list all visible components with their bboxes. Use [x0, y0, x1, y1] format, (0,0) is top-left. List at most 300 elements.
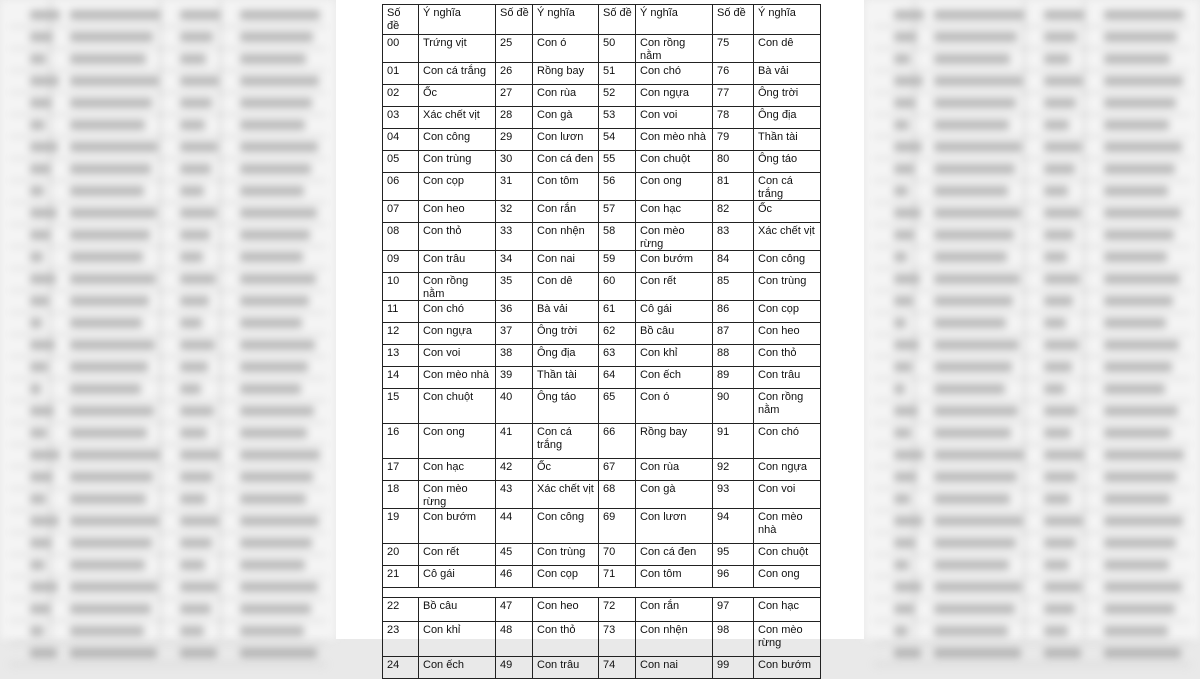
blurred-text: [934, 230, 1014, 240]
number-cell: 48: [496, 622, 533, 657]
blurred-text: [934, 120, 1009, 130]
blurred-text: [70, 142, 158, 152]
blurred-text: [180, 318, 202, 328]
blurred-text: [30, 450, 60, 460]
blurred-text: [894, 582, 922, 592]
blurred-text: [180, 340, 215, 350]
blurred-text: [240, 164, 311, 174]
blurred-text: [894, 76, 923, 86]
blurred-text: [180, 538, 212, 548]
blurred-text: [934, 296, 1013, 306]
meaning-cell: Con chuột: [754, 544, 821, 566]
blurred-text: [70, 472, 153, 482]
meaning-cell: Rồng bay: [636, 424, 713, 459]
blurred-text: [1104, 230, 1174, 240]
blurred-text: [240, 494, 306, 504]
blurred-text: [70, 252, 143, 262]
blurred-text: [1104, 296, 1173, 306]
blurred-text: [1044, 538, 1076, 548]
blurred-row: [10, 50, 326, 71]
blurred-row: [874, 600, 1190, 621]
blurred-text: [894, 230, 914, 240]
number-cell: 15: [383, 389, 419, 424]
blurred-text: [1044, 626, 1068, 636]
blurred-text: [1044, 54, 1070, 64]
number-cell: 32: [496, 201, 533, 223]
blurred-text: [180, 494, 206, 504]
number-cell: 66: [599, 424, 636, 459]
number-cell: 18: [383, 481, 419, 509]
number-cell: 29: [496, 129, 533, 151]
blurred-text: [180, 406, 214, 416]
blurred-text: [1044, 604, 1075, 614]
number-cell: 21: [383, 566, 419, 588]
blurred-row: [874, 248, 1190, 269]
blurred-text: [240, 98, 312, 108]
blurred-text: [894, 296, 913, 306]
blurred-text: [70, 230, 150, 240]
blurred-text: [70, 164, 151, 174]
blurred-row: [874, 402, 1190, 423]
blurred-row: [10, 116, 326, 137]
blurred-text: [30, 76, 59, 86]
number-cell: 10: [383, 273, 419, 301]
table-row: [383, 657, 821, 679]
blurred-text: [240, 560, 305, 570]
number-cell: 56: [599, 173, 636, 201]
meaning-cell: Con chuột: [636, 151, 713, 173]
blurred-text: [240, 120, 305, 130]
meaning-cell: Con heo: [754, 323, 821, 345]
blurred-text: [240, 186, 304, 196]
table-row: [383, 251, 821, 273]
lottery-meaning-table: [382, 4, 821, 679]
blurred-text: [30, 318, 42, 328]
blurred-text: [1044, 120, 1069, 130]
blurred-text: [70, 76, 159, 86]
meaning-cell: Con lươn: [636, 509, 713, 544]
meaning-cell: Con dê: [533, 273, 599, 301]
blurred-row: [874, 358, 1190, 379]
meaning-cell: Con cá trắng: [419, 63, 496, 85]
blurred-row: [10, 28, 326, 49]
blurred-text: [1104, 604, 1175, 614]
blurred-text: [180, 560, 205, 570]
meaning-cell: Con mèo nhà: [419, 367, 496, 389]
number-cell: 63: [599, 345, 636, 367]
blurred-text: [70, 516, 159, 526]
number-cell: 74: [599, 657, 636, 679]
blurred-text: [1104, 98, 1176, 108]
blurred-text: [240, 142, 318, 152]
blurred-text: [30, 626, 44, 636]
meaning-cell: Ý nghĩa: [533, 5, 599, 35]
meaning-cell: Con ong: [636, 173, 713, 201]
blurred-text: [240, 450, 320, 460]
meaning-cell: Con mèo rừng: [754, 622, 821, 657]
blurred-text: [70, 186, 144, 196]
meaning-cell: Con rết: [419, 544, 496, 566]
number-cell: 85: [713, 273, 754, 301]
table-row: [383, 566, 821, 588]
blurred-row: [874, 424, 1190, 445]
blurred-text: [70, 362, 148, 372]
blurred-text: [894, 164, 915, 174]
number-cell: Số đề: [383, 5, 419, 35]
number-cell: 40: [496, 389, 533, 424]
blurred-text: [240, 604, 311, 614]
blurred-text: [1104, 450, 1184, 460]
number-cell: 28: [496, 107, 533, 129]
blurred-text: [1104, 384, 1165, 394]
blurred-text: [30, 142, 58, 152]
blurred-text: [30, 604, 51, 614]
blurred-row: [10, 512, 326, 533]
blurred-text: [894, 648, 921, 658]
blurred-row: [874, 292, 1190, 313]
blurred-text: [180, 32, 213, 42]
blurred-text: [180, 274, 216, 284]
meaning-cell: Ý nghĩa: [419, 5, 496, 35]
document-page: [336, 0, 864, 671]
number-cell: 58: [599, 223, 636, 251]
meaning-cell: Ý nghĩa: [754, 5, 821, 35]
meaning-cell: Con chó: [754, 424, 821, 459]
number-cell: 27: [496, 85, 533, 107]
blurred-text: [30, 494, 46, 504]
blurred-text: [894, 560, 909, 570]
blurred-text: [1044, 384, 1065, 394]
blurred-gridline: [1024, 0, 1025, 639]
meaning-cell: Con ong: [419, 424, 496, 459]
blurred-text: [70, 604, 151, 614]
blurred-text: [70, 274, 156, 284]
number-cell: 99: [713, 657, 754, 679]
number-cell: 20: [383, 544, 419, 566]
blurred-text: [1104, 516, 1183, 526]
blurred-text: [934, 560, 1009, 570]
blurred-text: [1104, 494, 1170, 504]
number-cell: Số đề: [496, 5, 533, 35]
blurred-row: [10, 622, 326, 643]
blurred-text: [1104, 208, 1181, 218]
blurred-text: [30, 98, 52, 108]
number-cell: 93: [713, 481, 754, 509]
number-cell: 41: [496, 424, 533, 459]
meaning-cell: Con rắn: [533, 201, 599, 223]
blurred-text: [894, 516, 923, 526]
blurred-text: [240, 274, 316, 284]
blurred-text: [70, 54, 146, 64]
number-cell: 39: [496, 367, 533, 389]
meaning-cell: Xác chết vịt: [754, 223, 821, 251]
meaning-cell: Con bướm: [754, 657, 821, 679]
meaning-cell: Con công: [754, 251, 821, 273]
table-row: [383, 35, 821, 63]
blurred-text: [30, 560, 45, 570]
number-cell: 04: [383, 129, 419, 151]
blurred-text: [894, 252, 907, 262]
meaning-cell: Con hạc: [754, 598, 821, 622]
blurred-text: [70, 384, 141, 394]
blurred-text: [934, 274, 1020, 284]
blurred-text: [934, 626, 1008, 636]
blurred-gridline: [50, 0, 51, 639]
blurred-text: [1104, 76, 1183, 86]
blurred-row: [10, 468, 326, 489]
meaning-cell: Con chó: [636, 63, 713, 85]
number-cell: 68: [599, 481, 636, 509]
blurred-text: [240, 428, 307, 438]
meaning-cell: Con thỏ: [533, 622, 599, 657]
meaning-cell: Con trâu: [754, 367, 821, 389]
meaning-cell: Con công: [419, 129, 496, 151]
number-cell: 57: [599, 201, 636, 223]
blurred-row: [10, 204, 326, 225]
meaning-cell: Con rồng nằm: [419, 273, 496, 301]
meaning-cell: Con gà: [636, 481, 713, 509]
meaning-cell: Bồ câu: [636, 323, 713, 345]
meaning-cell: Thần tài: [533, 367, 599, 389]
blurred-row: [874, 556, 1190, 577]
blurred-text: [894, 494, 910, 504]
blurred-text: [1044, 428, 1071, 438]
blurred-text: [1044, 208, 1081, 218]
number-cell: 97: [713, 598, 754, 622]
table-header-row: [383, 5, 821, 35]
meaning-cell: Ông địa: [533, 345, 599, 367]
number-cell: 60: [599, 273, 636, 301]
blurred-row: [874, 644, 1190, 665]
meaning-cell: Con ếch: [636, 367, 713, 389]
meaning-cell: Con rùa: [533, 85, 599, 107]
table-row: [383, 151, 821, 173]
blurred-text: [180, 384, 201, 394]
meaning-cell: Con hạc: [419, 459, 496, 481]
blurred-row: [874, 622, 1190, 643]
meaning-cell: Con trùng: [533, 544, 599, 566]
meaning-cell: Trứng vịt: [419, 35, 496, 63]
blurred-text: [1104, 318, 1166, 328]
meaning-cell: Bồ câu: [419, 598, 496, 622]
meaning-cell: Con hạc: [636, 201, 713, 223]
blurred-text: [180, 252, 203, 262]
meaning-cell: Con nai: [533, 251, 599, 273]
meaning-cell: Con ngựa: [636, 85, 713, 107]
blurred-text: [180, 362, 208, 372]
blurred-text: [70, 318, 142, 328]
table-row: [383, 85, 821, 107]
blurred-text: [894, 450, 924, 460]
number-cell: 45: [496, 544, 533, 566]
blurred-row: [874, 28, 1190, 49]
blurred-text: [1044, 494, 1070, 504]
blurred-row: [10, 556, 326, 577]
table-row: [383, 223, 821, 251]
blurred-text: [1044, 98, 1076, 108]
number-cell: 37: [496, 323, 533, 345]
blurred-text: [180, 230, 210, 240]
blurred-text: [1104, 626, 1168, 636]
table-row: [383, 107, 821, 129]
number-cell: 06: [383, 173, 419, 201]
number-cell: 86: [713, 301, 754, 323]
meaning-cell: Con mèo nhà: [636, 129, 713, 151]
blurred-text: [240, 648, 317, 658]
blurred-row: [10, 490, 326, 511]
meaning-cell: Con lươn: [533, 129, 599, 151]
blurred-background-left: [0, 0, 336, 639]
blurred-text: [1044, 516, 1083, 526]
number-cell: 24: [383, 657, 419, 679]
meaning-cell: Con cá đen: [533, 151, 599, 173]
blurred-text: [894, 142, 922, 152]
meaning-cell: Con trâu: [533, 657, 599, 679]
blurred-text: [1104, 32, 1177, 42]
number-cell: 42: [496, 459, 533, 481]
blurred-row: [874, 534, 1190, 555]
meaning-cell: Rồng bay: [533, 63, 599, 85]
number-cell: 07: [383, 201, 419, 223]
blurred-text: [70, 450, 160, 460]
blurred-text: [70, 626, 144, 636]
meaning-cell: Con khỉ: [419, 622, 496, 657]
blurred-text: [1104, 120, 1169, 130]
blurred-text: [70, 296, 149, 306]
number-cell: 50: [599, 35, 636, 63]
table-row: [383, 173, 821, 201]
blurred-text: [70, 582, 158, 592]
number-cell: 01: [383, 63, 419, 85]
blurred-text: [1044, 648, 1081, 658]
blurred-text: [180, 450, 220, 460]
meaning-cell: Con ó: [533, 35, 599, 63]
meaning-cell: Bà vải: [754, 63, 821, 85]
number-cell: 16: [383, 424, 419, 459]
blurred-text: [240, 384, 301, 394]
meaning-cell: Con rồng nằm: [754, 389, 821, 424]
blurred-text: [894, 538, 916, 548]
number-cell: 91: [713, 424, 754, 459]
number-cell: 81: [713, 173, 754, 201]
blurred-text: [180, 186, 204, 196]
blurred-text: [894, 428, 911, 438]
meaning-cell: Con rết: [636, 273, 713, 301]
blurred-row: [10, 292, 326, 313]
blurred-text: [30, 164, 51, 174]
meaning-cell: Xác chết vịt: [533, 481, 599, 509]
meaning-cell: Con nhện: [636, 622, 713, 657]
number-cell: 75: [713, 35, 754, 63]
blurred-text: [30, 516, 59, 526]
blurred-row: [10, 600, 326, 621]
meaning-cell: Con tôm: [533, 173, 599, 201]
blurred-text: [894, 120, 909, 130]
meaning-cell: Con rùa: [636, 459, 713, 481]
blurred-row: [10, 336, 326, 357]
meaning-cell: Con thỏ: [419, 223, 496, 251]
table-row: [383, 389, 821, 424]
meaning-cell: Con mèo rừng: [636, 223, 713, 251]
blurred-text: [894, 186, 908, 196]
blurred-row: [874, 226, 1190, 247]
blurred-text: [180, 604, 211, 614]
blurred-text: [180, 54, 206, 64]
blurred-text: [1044, 582, 1082, 592]
blurred-text: [1104, 54, 1170, 64]
blurred-text: [240, 516, 319, 526]
blurred-text: [894, 626, 908, 636]
blurred-text: [894, 54, 910, 64]
blurred-text: [894, 604, 915, 614]
blurred-text: [934, 186, 1008, 196]
blurred-text: [70, 32, 153, 42]
blurred-row: [874, 72, 1190, 93]
blurred-text: [180, 120, 205, 130]
blurred-text: [180, 582, 218, 592]
blurred-text: [934, 98, 1016, 108]
blurred-row: [874, 204, 1190, 225]
meaning-cell: Bà vải: [533, 301, 599, 323]
blurred-text: [240, 32, 313, 42]
blurred-text: [934, 252, 1007, 262]
number-cell: 38: [496, 345, 533, 367]
number-cell: 34: [496, 251, 533, 273]
blurred-row: [10, 314, 326, 335]
meaning-cell: Ốc: [419, 85, 496, 107]
blurred-row: [10, 248, 326, 269]
blurred-text: [934, 76, 1023, 86]
blurred-text: [1104, 340, 1179, 350]
number-cell: 46: [496, 566, 533, 588]
number-cell: 84: [713, 251, 754, 273]
meaning-cell: Con ngựa: [419, 323, 496, 345]
meaning-cell: Con rắn: [636, 598, 713, 622]
number-cell: 43: [496, 481, 533, 509]
meaning-cell: Ông táo: [754, 151, 821, 173]
blurred-text: [70, 340, 155, 350]
table-row: [383, 481, 821, 509]
table-row: [383, 345, 821, 367]
blurred-text: [180, 208, 217, 218]
meaning-cell: Con voi: [754, 481, 821, 509]
blurred-text: [934, 384, 1005, 394]
blurred-text: [240, 582, 318, 592]
meaning-cell: Con ong: [754, 566, 821, 588]
number-cell: 61: [599, 301, 636, 323]
number-cell: 26: [496, 63, 533, 85]
blurred-text: [30, 186, 44, 196]
meaning-cell: Con nhện: [533, 223, 599, 251]
blurred-text: [180, 516, 219, 526]
blurred-row: [874, 314, 1190, 335]
meaning-cell: Cô gái: [636, 301, 713, 323]
blurred-text: [240, 340, 315, 350]
blurred-text: [240, 318, 302, 328]
blurred-text: [934, 648, 1021, 658]
blurred-text: [1104, 648, 1181, 658]
blurred-text: [180, 428, 207, 438]
blurred-text: [180, 142, 218, 152]
blurred-text: [70, 208, 157, 218]
number-cell: 95: [713, 544, 754, 566]
blurred-row: [874, 160, 1190, 181]
blurred-row: [10, 534, 326, 555]
blurred-row: [874, 270, 1190, 291]
blurred-text: [1104, 164, 1175, 174]
blurred-text: [894, 362, 912, 372]
number-cell: 94: [713, 509, 754, 544]
